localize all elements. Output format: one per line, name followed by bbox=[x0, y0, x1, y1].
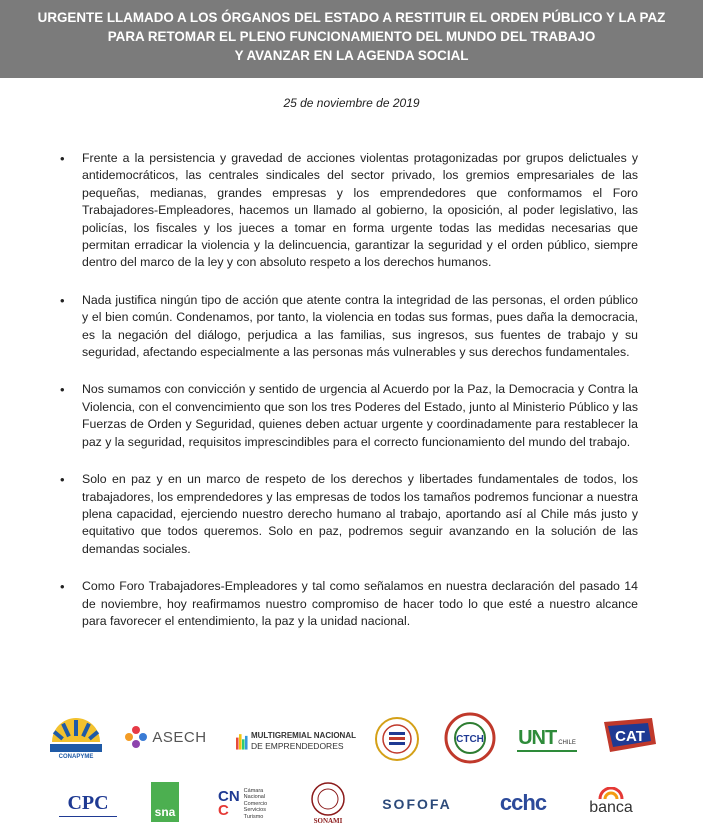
unt-chile-label: CHILE bbox=[558, 739, 576, 746]
sofofa-label: SOFOFA bbox=[382, 796, 452, 812]
sofofa-logo bbox=[374, 794, 460, 814]
statement-paragraph-3: • Nos sumamos con convicción y sentido de urgencia al Acuerdo por la Paz, la Democracia y Contra la Violencia, con el convencimiento que son los tres Poderes del Estado, junto al Ministerio Público y las Fuerzas de Orden y Seguridad, quienes deben actuar urgente y coordinadamente para restablecer la paz y la seguridad, requisitos imprescindibles para el correcto funcionamiento del mundo del trabajo. bbox=[58, 381, 638, 451]
sonami-logo bbox=[306, 780, 350, 826]
cat-logo bbox=[600, 714, 658, 756]
multigremial-label-2: DE EMPRENDEDORES bbox=[250, 741, 344, 751]
statement-paragraph-4: • Solo en paz y en un marco de respeto de los derechos y libertades fundamentales de todos, los trabajadores, los emprendedores y las empresas de todos los tamaños podremos funcionar a nuestra plena capacidad, ejerciendo nuestro derecho humano al trabajo, aportando así al Chile más justo y equitativo que todos queremos. Solo en paz, podremos seguir avanzando en la solución de las demandas sociales. bbox=[58, 471, 638, 558]
statement-paragraph-2: • Nada justifica ningún tipo de acción que atente contra la integridad de las personas, el orden público y el bien común. Condenamos, por tanto, la violencia en todas sus formas, pues daña la democracia, es la negación del diálogo, perjudica a las familias, sus ingresos, sus fuentes de trabajo y su seguridad, afectando especialmente a las personas más vulnerables y sus derechos fundamentales. bbox=[58, 292, 638, 362]
asech-mark-icon bbox=[123, 724, 149, 750]
banca-label: banca bbox=[589, 799, 633, 816]
statement-paragraph-5: • Como Foro Trabajadores-Empleadores y tal como señalamos en nuestra declaración del pasado 14 de noviembre, hoy reafirmamos nuestro compromiso de hacer todo lo que esté a nuestro alcance para favorecer el entendimiento, la paz y la unidad nacional. bbox=[58, 578, 638, 630]
svg-text:CAT: CAT bbox=[615, 728, 645, 745]
cnc-sublabel: Cámara Nacional Comercio Servicios Turismo bbox=[243, 787, 268, 820]
banca-arc-icon bbox=[598, 787, 624, 799]
header-title-line-3: Y AVANZAR EN LA AGENDA SOCIAL bbox=[234, 48, 469, 63]
svg-text:CTCH: CTCH bbox=[456, 734, 484, 745]
asech-label: ASECH bbox=[152, 728, 207, 746]
svg-text:CONAPYME: CONAPYME bbox=[58, 754, 94, 760]
multigremial-label-1: MULTIGREMIAL NACIONAL bbox=[250, 731, 356, 740]
statement-list bbox=[58, 150, 638, 650]
cchc-logo bbox=[488, 790, 558, 816]
cnc-logo bbox=[218, 788, 298, 820]
conupia-seal-logo bbox=[374, 716, 420, 762]
multigremial-bars-icon bbox=[236, 731, 248, 751]
cnc-label-2: C bbox=[218, 802, 229, 819]
conapyme-logo bbox=[44, 712, 108, 760]
document-header bbox=[0, 0, 703, 78]
unt-logo bbox=[514, 722, 580, 756]
multigremial-logo bbox=[236, 728, 356, 754]
document-date: 25 de noviembre de 2019 bbox=[283, 96, 420, 110]
cnc-label-1: CN bbox=[218, 788, 240, 805]
header-title-line-2: PARA RETOMAR EL PLENO FUNCIONAMIENTO DEL MUNDO DEL TRABAJO bbox=[107, 29, 596, 44]
asech-logo bbox=[120, 722, 210, 752]
sna-logo bbox=[150, 782, 180, 822]
unt-label: UNT bbox=[518, 726, 557, 749]
banca-logo bbox=[582, 782, 640, 822]
sna-label: sna bbox=[154, 805, 176, 819]
ctch-logo bbox=[444, 712, 496, 764]
cchc-label: cchc bbox=[499, 790, 547, 815]
header-title-line-1: URGENTE LLAMADO A LOS ÓRGANOS DEL ESTADO A RESTITUIR EL ORDEN PÚBLICO Y LA PAZ bbox=[37, 10, 666, 25]
statement-paragraph-1: • Frente a la persistencia y gravedad de acciones violentas protagonizadas por grupos delictuales y antidemocráticos, las centrales sindicales del sector privado, los gremios empresariales de las pequeñas, medianas, grandes empresas y los emprendedores que conformamos el Foro Trabajadores-Empleadores, hacemos un llamado al gobierno, la oposición, al poder legislativo, las policías, los fiscales y los jueces a tomar en forma urgente todas las medidas necesarias que permitan erradicar la violencia y la delincuencia, garantizar la seguridad y el orden público, siempre dentro del marco de la ley y con absoluto respeto a los derechos humanos. bbox=[58, 150, 638, 272]
cpc-label: CPC bbox=[67, 791, 109, 814]
sonami-label: SONAMI bbox=[313, 817, 343, 825]
cpc-logo bbox=[56, 786, 120, 822]
